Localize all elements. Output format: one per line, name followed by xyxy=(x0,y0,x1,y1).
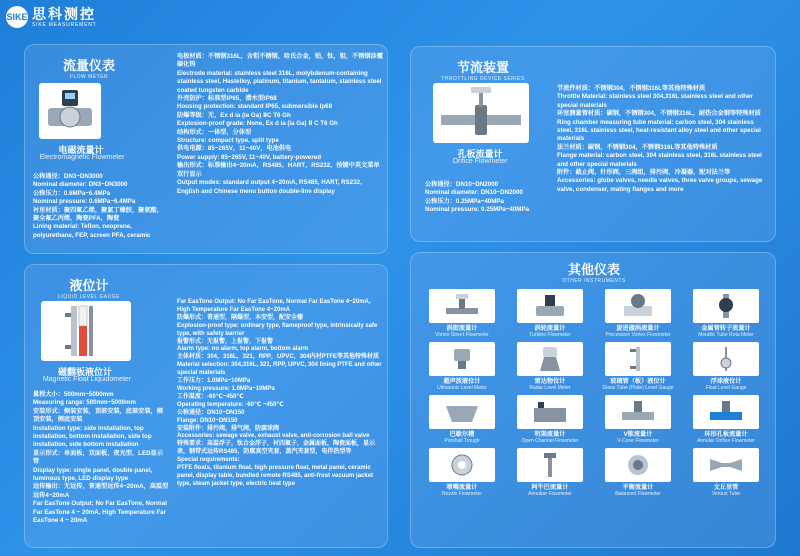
level-title-cn: 液位计 xyxy=(69,278,109,293)
instrument-item xyxy=(421,448,503,497)
spec-line: 工作温度：-60℃~450℃ xyxy=(177,393,244,400)
spec-line: Electrode material: stainless steel 316L, molybdenum-containing stainless steel, Hastelloy, platinum, titanium, tantalum, stainless steel coated tungsten carbide xyxy=(177,69,382,94)
instrument-item xyxy=(597,289,679,338)
item-name-en: V-Cone Flowmeter xyxy=(617,438,659,444)
spec-line: 公称压力：0.25MPa~40MPa xyxy=(425,197,504,205)
spec-line: 供电电源：85~265V，11~40V，电池供电 xyxy=(177,145,292,153)
instrument-item xyxy=(421,289,503,338)
instrument-item xyxy=(685,289,767,338)
magnetic-float-liquidometer-image xyxy=(41,301,131,361)
spec-line: Flange material: carbon steel, 304 stainless steel, 316L stainless steel and other special materials xyxy=(557,152,762,168)
instrument-item xyxy=(509,395,591,444)
spec-line: PTFE floats, titanium float, high pressure float, metal panel, ceramic panel, display table, bundled remote RS485, anti-frost vacuum jacket type, steam jacket type, electric heat type xyxy=(177,465,374,487)
item-name-cn: 喷嘴流量计 xyxy=(446,484,478,491)
spec-line: Flange: DN10~DN150 xyxy=(177,417,238,424)
instrument-item xyxy=(509,289,591,338)
spec-line: Output modes: standard output 4~20mA, RS485, HART, RS232, English and Chinese menu button double-line display xyxy=(177,179,362,195)
brand-mark: SIKE xyxy=(6,6,28,28)
vortex-flowmeter-image xyxy=(429,289,495,323)
spec-line: Operating temperature: -60℃ ~450℃ xyxy=(177,401,284,408)
spec-line: Display type: single panel, double panel, luminous type, LED display type xyxy=(33,466,153,483)
instrument-item xyxy=(597,448,679,497)
throttle-caption-cn: 孔板流量计 xyxy=(457,149,503,159)
others-title-cn: 其他仪表 xyxy=(567,262,620,277)
spec-line: 法兰材质：碳钢，不锈钢304，不锈钢316L等其他特殊材质 xyxy=(557,143,718,151)
spec-line: Alarm type: no alarm, top alarm, bottom alarm xyxy=(177,346,309,353)
instrument-item xyxy=(597,395,679,444)
brand-name-cn: 思科测控 xyxy=(32,5,96,22)
level-caption-cn: 磁翻板液位计 xyxy=(57,367,112,377)
turbine-flowmeter-image xyxy=(517,289,583,323)
item-name-en: Balanced Flowmeter xyxy=(615,491,661,497)
open-channel-image xyxy=(517,395,583,429)
item-name-cn: V锥流量计 xyxy=(623,431,653,438)
instrument-item xyxy=(509,342,591,391)
spec-line: 远传输出：无远传，普通型远传4~20mA，高温型远传4~20mA xyxy=(33,483,169,499)
radar-level-image xyxy=(517,342,583,376)
item-name-en: Nozzle Flowmeter xyxy=(441,491,482,497)
v-cone-image xyxy=(605,395,671,429)
annular-orifice-image xyxy=(693,395,759,429)
spec-line: Nominal pressure: 0.6MPa~6.4MPa xyxy=(33,198,136,206)
instrument-item xyxy=(421,395,503,444)
spec-line: 公称通径：DN10~DN150 xyxy=(177,409,245,416)
spec-line: Ring chamber measuring tube material: carbon steel, 304 stainless steel, 316L stainless steel, heat-resistant alloy steel and other special materials xyxy=(557,118,761,143)
orifice-flowmeter-image xyxy=(433,83,529,143)
flow-title xyxy=(39,55,139,80)
item-name-en: Annubar Flowmeter xyxy=(528,491,572,497)
item-name-en: Turbine Flowmeter xyxy=(529,332,571,338)
item-name-cn: 巴歇尔槽 xyxy=(449,431,475,438)
instrument-item xyxy=(509,448,591,497)
other-instruments-panel xyxy=(410,252,776,548)
spec-line: Throttle Material: stainless steel 304,316L stainless steel and other special materials xyxy=(557,93,753,109)
item-name-en: Ultrasonic Level Meter xyxy=(437,385,487,391)
brand-logo xyxy=(6,6,96,28)
level-gauge-panel xyxy=(24,264,388,548)
nozzle-flowmeter-image xyxy=(429,448,495,482)
instrument-item xyxy=(685,448,767,497)
spec-line: Special requirements: xyxy=(177,457,240,464)
balanced-flowmeter-image xyxy=(605,448,671,482)
flow-caption-cn: 电磁流量计 xyxy=(58,145,104,155)
electromagnetic-flowmeter-image xyxy=(39,83,101,139)
spec-line: 公称通径：DN10~DN2000 xyxy=(425,181,499,188)
item-name-cn: 玻璃管（板）液位计 xyxy=(610,378,666,385)
spec-line: Power supply: 85~265V, 11~40V, battery-powered xyxy=(177,153,321,161)
others-title xyxy=(534,259,654,284)
item-name-cn: 明渠流量计 xyxy=(534,431,566,438)
spec-line: 输出形式：标准输出4~20mA，RS485，HART，RS232，按键中英文菜单双行显示 xyxy=(177,162,380,178)
spec-line: Nominal pressure: 0.25MPa~40MPa xyxy=(425,206,530,214)
spec-line: 显示形式：单面板，双面板，夜光型，LED显示管 xyxy=(33,449,163,466)
item-name-en: Precession Vortex Flowmeter xyxy=(605,332,671,338)
spec-line: Nominal diameter: DN10~DN2000 xyxy=(425,189,523,197)
item-name-en: Vortex Street Flowmeter xyxy=(435,332,489,338)
instrument-item xyxy=(685,342,767,391)
flow-caption-en: Electromagnetic Flowmeter xyxy=(39,154,125,161)
throttle-right-specs xyxy=(557,85,769,194)
item-name-cn: 旋进漩涡流量计 xyxy=(616,325,660,332)
parshall-trough-image xyxy=(429,395,495,429)
others-title-en: OTHER INSTRUMENTS xyxy=(562,278,626,284)
throttle-caption-en: Orifice Flowmeter xyxy=(452,158,508,165)
level-caption-en: Magnetic Float Liquidometer xyxy=(42,376,132,383)
brand-name-en: SIKE MEASUREMENT xyxy=(32,21,97,28)
glass-tube-level-image xyxy=(605,342,671,376)
spec-line: Far EasTone Output: No Far EasTone, Normal Far EasTone 4 ~ 20mA, High Temperature Far EasTone 4 ~ 20mA xyxy=(33,500,167,525)
throttle-left-specs xyxy=(425,181,555,215)
throttle-title-en: THROTTLING DEVICE SERIES xyxy=(441,76,525,82)
instrument-item xyxy=(421,342,503,391)
spec-line: 主体材质：304，316L，321，RPP，UPVC，304内衬PTFE等其他特殊材质 xyxy=(177,354,380,361)
instrument-grid xyxy=(421,289,767,497)
level-title-en: LIQUID LEVEL GAUGE xyxy=(58,294,120,300)
item-name-en: Glass Tube (Plate) Level Gauge xyxy=(602,385,674,391)
precession-vortex-image xyxy=(605,289,671,323)
spec-line: Measuring range: 500mm~5000mm xyxy=(33,399,137,407)
spec-line: 报警形式：无报警，上报警，下报警 xyxy=(177,338,274,345)
spec-line: 安装附件：排污阀，排气阀，防腐球阀 xyxy=(177,425,280,432)
flow-title-en: FLOW METER xyxy=(69,74,109,80)
spec-line: 公称通径：DN3~DN3000 xyxy=(33,173,103,180)
item-name-cn: 超声波液位计 xyxy=(443,378,481,385)
spec-line: Working pressure: 1.0MPa~10MPa xyxy=(177,385,275,392)
spec-line: 公称压力：0.6MPa~6.4MPa xyxy=(33,189,111,197)
item-name-en: Open Channel Flowmeter xyxy=(521,438,579,444)
instrument-item xyxy=(685,395,767,444)
item-name-en: Annular Orifice Flowmeter xyxy=(697,438,755,444)
spec-line: 工作压力：1.0MPa~10MPa xyxy=(177,378,251,385)
spec-line: Housing protection: standard IP65, submersible Ip68 xyxy=(177,103,333,111)
spec-line: 特殊要求：高温浮子，钛合金浮子，衬四氟子，金属面板，陶瓷面板，显示表，钢带式远传RS485，防腐真空夹套，蒸汽夹套型，电伴热型等 xyxy=(177,441,376,456)
item-name-cn: 雷达物位计 xyxy=(534,378,566,385)
spec-line: 安装形式：侧装安装，顶部安装，底部安装，侧顶安装，侧底安装 xyxy=(33,407,163,424)
item-name-cn: 涡街流量计 xyxy=(446,325,478,332)
spec-line: Structure: compact type, split type xyxy=(177,137,279,145)
spec-line: Accessories: sewage valve, exhaust valve, anti-corrosion ball valve xyxy=(177,433,370,440)
spec-line: Material selection: 304,316L, 321, RPP, UPVC, 304 lining PTFE and other special materials xyxy=(177,362,382,377)
item-name-en: Float Level Gauge xyxy=(705,385,747,391)
spec-line: 电极材质：不锈钢316L，含钼不锈钢，哈氏合金，铂，钛，钽，不锈钢涂覆碳化钨 xyxy=(177,53,383,69)
spec-line: Far EasTone Output: No Far EasTone, Normal Far EasTone 4~20mA, High Temperature Far EasTone 4~20mA xyxy=(177,299,371,313)
item-name-cn: 涡轮流量计 xyxy=(534,325,566,332)
spec-line: Lining material: Teflon, neoprene, polyurethane, FEP, screen PFA, ceramic xyxy=(33,223,151,239)
throttle-title-cn: 节流装置 xyxy=(456,60,509,75)
flow-title-cn: 流量仪表 xyxy=(62,58,115,73)
metal-tube-rotameter-image xyxy=(693,289,759,323)
spec-line: 防爆形式：普通型，隔爆型，本安型，配安全栅 xyxy=(177,314,304,321)
spec-line: 节流件材质：不锈钢304，不锈钢316L等其他特殊材质 xyxy=(557,85,706,92)
spec-line: Explosion-proof grade: None, Ex d ia (ia Ga) Ⅱ C T6 Gh xyxy=(177,120,338,128)
flow-meter-panel xyxy=(24,44,388,254)
annubar-image xyxy=(517,448,583,482)
level-title xyxy=(39,275,139,300)
throttle-title xyxy=(423,57,543,82)
spec-line: 防爆等级：无，Ex d ia (ia Ga) ⅡC T6 Gh xyxy=(177,111,291,119)
item-name-cn: 文丘里管 xyxy=(713,484,739,491)
spec-line: Explosion-proof type: ordinary type, flameproof type, intrinsically safe type, with safety barrier xyxy=(177,322,378,337)
item-name-cn: 环形孔板流量计 xyxy=(704,431,748,438)
spec-line: 结构形式：一体型，分体型 xyxy=(177,128,252,136)
item-name-cn: 浮球液位计 xyxy=(710,378,742,385)
spec-line: Nominal diameter: DN3~DN3000 xyxy=(33,181,128,189)
flow-right-specs xyxy=(177,53,383,196)
level-left-specs xyxy=(33,391,169,526)
spec-line: 附件：截止阀，针形阀，三阀组，排污阀，冷凝器，配对法兰等 xyxy=(557,169,731,177)
venturi-tube-image xyxy=(693,448,759,482)
spec-line: Accessories: globe valves, needle valves, three valve groups, sewage valve, condenser, mating flanges and more xyxy=(557,177,763,193)
spec-line: 衬里材质：聚四氟乙烯，聚氯丁橡胶，聚氨酯，聚全氟乙丙烯，陶瓷PFA，陶瓷 xyxy=(33,206,163,223)
item-name-cn: 金属管转子流量计 xyxy=(701,325,751,332)
spec-line: 量程大小：500mm~5000mm xyxy=(33,391,114,398)
level-right-specs xyxy=(177,299,383,489)
item-name-en: Venturi Tube xyxy=(711,491,741,497)
spec-line: 环室测量管材质：碳钢，不锈钢304，不锈钢316L，耐热合金钢等特殊材质 xyxy=(557,110,761,118)
instrument-item xyxy=(597,342,679,391)
spec-line: Installation type: side installation, top installation, bottom installation, side top installation, side bottom installation xyxy=(33,424,152,449)
item-name-en: Radar Level Meter xyxy=(529,385,571,391)
item-name-en: Parshall Trough xyxy=(444,438,480,444)
item-name-cn: 阿牛巴流量计 xyxy=(531,484,569,491)
item-name-cn: 平衡流量计 xyxy=(622,484,654,491)
float-level-image xyxy=(693,342,759,376)
throttling-device-panel xyxy=(410,46,776,242)
flow-left-specs xyxy=(33,173,163,240)
item-name-en: Metallic Tube Rota Meter xyxy=(698,332,754,338)
ultrasonic-level-image xyxy=(429,342,495,376)
spec-line: 外壳防护：标准型IP65，潜水型IP68 xyxy=(177,95,277,103)
